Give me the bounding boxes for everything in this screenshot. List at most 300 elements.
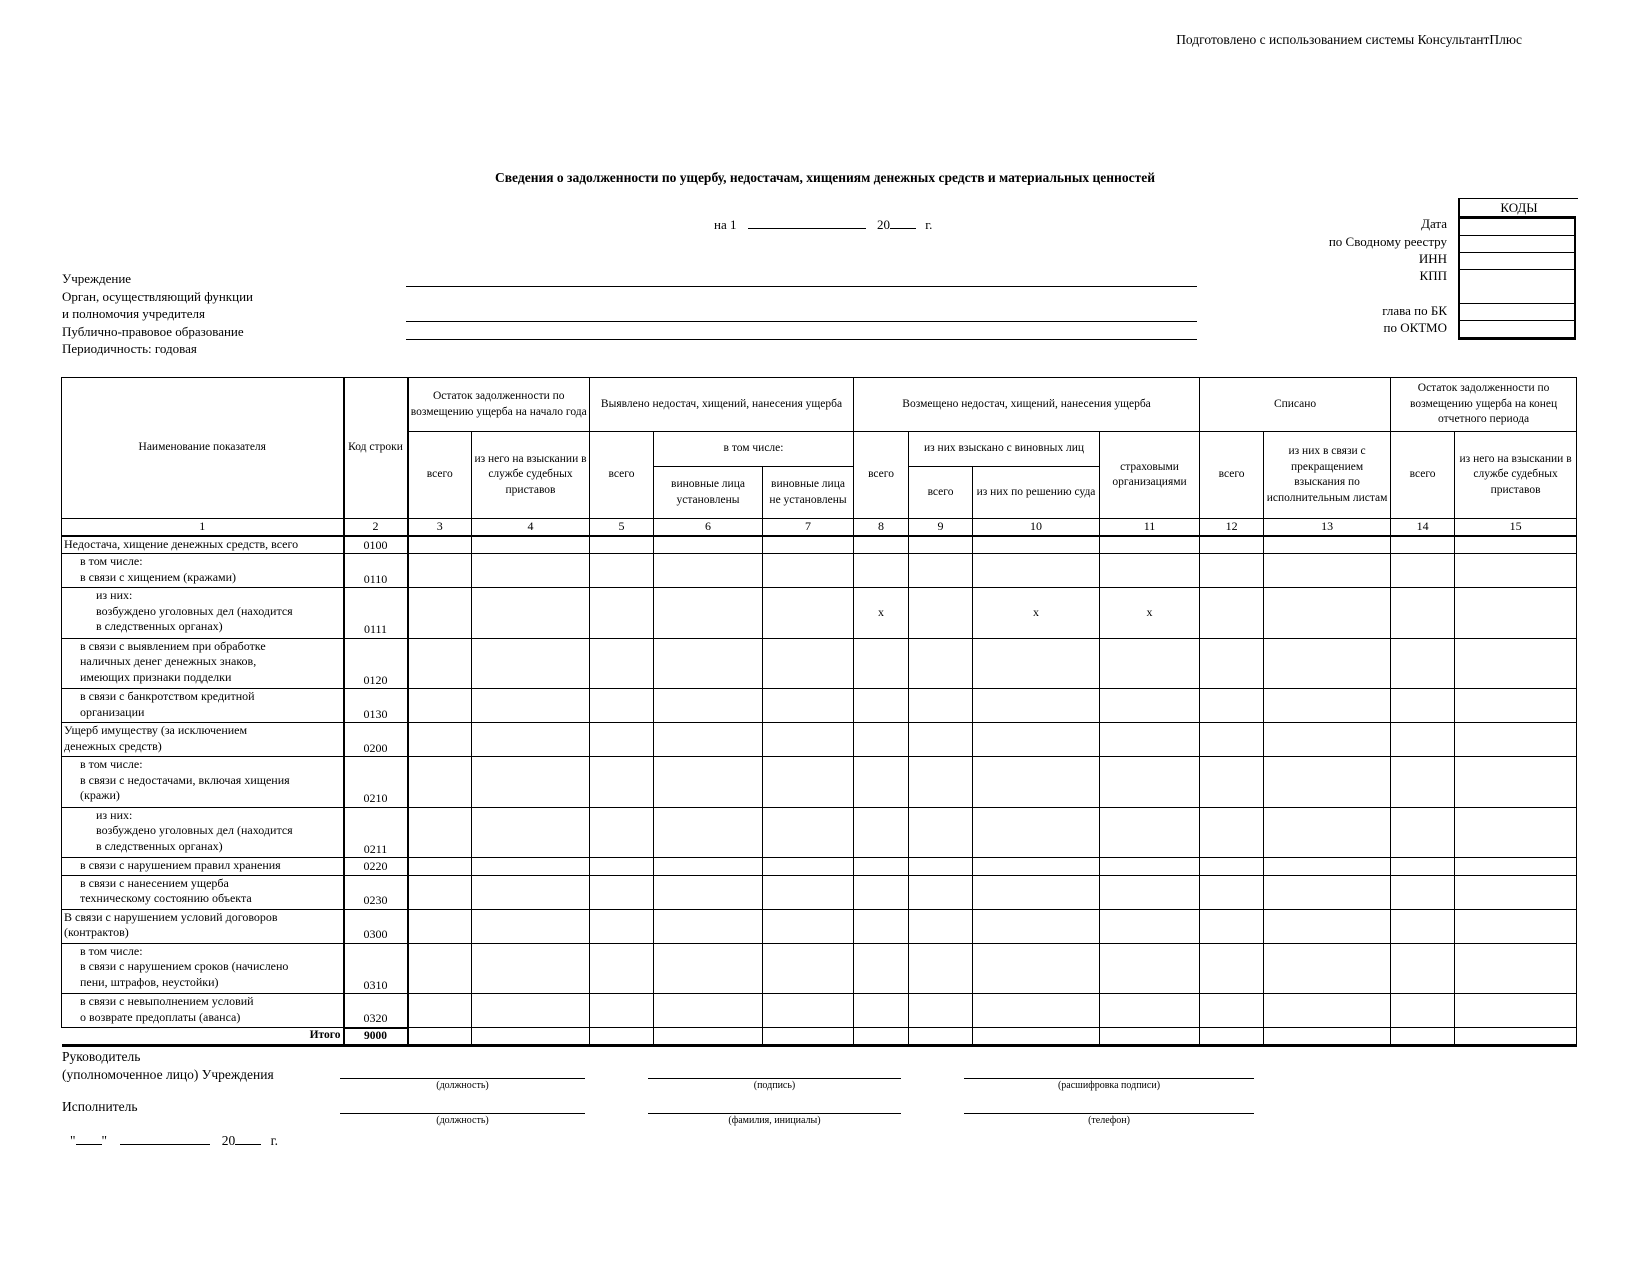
cell-col-10[interactable]: [973, 875, 1100, 909]
table-row: [62, 858, 1577, 876]
code-bk-label: глава по БК: [1382, 303, 1447, 318]
column-number-11: 11: [1100, 519, 1200, 537]
cell-col-12[interactable]: [1200, 994, 1264, 1028]
row-code: 0100: [344, 536, 408, 554]
table-row: [62, 875, 1577, 909]
row-name-line: денежных средств): [64, 738, 162, 753]
total-cell-col-4[interactable]: [472, 1028, 590, 1046]
row-code: 0320: [344, 994, 408, 1028]
column-number-12: 12: [1200, 519, 1264, 537]
head-label-1: Руководитель: [62, 1049, 141, 1064]
row-name-line: в связи с нанесением ущерба: [80, 875, 229, 890]
cell-col-11[interactable]: [1100, 807, 1200, 858]
total-cell-col-3[interactable]: [408, 1028, 472, 1046]
col14-header: всего: [1391, 432, 1455, 519]
cell-col-11[interactable]: x: [1100, 588, 1200, 639]
cell-col-11[interactable]: [1100, 943, 1200, 994]
code-bk-cell[interactable]: [1459, 304, 1575, 321]
row-name: [62, 723, 344, 757]
cell-col-3[interactable]: [408, 536, 472, 554]
total-cell-col-10[interactable]: [973, 1028, 1100, 1046]
row-name-line: в связи с банкротством кредитной: [80, 689, 255, 703]
cell-col-4[interactable]: [472, 875, 590, 909]
cell-col-5[interactable]: [590, 723, 654, 757]
cell-col-15[interactable]: [1455, 536, 1577, 554]
cell-col-8[interactable]: [854, 723, 909, 757]
row-name: [62, 858, 344, 876]
cell-col-15[interactable]: [1455, 757, 1577, 808]
codes-table: [1458, 216, 1576, 340]
cell-col-3[interactable]: [408, 638, 472, 689]
cell-col-12[interactable]: [1200, 554, 1264, 588]
col7-header: виновные лица не установлены: [763, 467, 854, 519]
table-row: [62, 536, 1577, 554]
cell-col-4[interactable]: [472, 536, 590, 554]
cell-col-9[interactable]: [909, 588, 973, 639]
cell-col-8[interactable]: [854, 858, 909, 876]
cell-col-13[interactable]: [1264, 638, 1391, 689]
cell-col-6[interactable]: [654, 909, 763, 943]
cell-col-8[interactable]: [854, 554, 909, 588]
code-inn-label: ИНН: [1418, 251, 1447, 266]
cell-col-5[interactable]: [590, 807, 654, 858]
cell-col-13[interactable]: [1264, 757, 1391, 808]
cell-col-8[interactable]: [854, 536, 909, 554]
total-cell-col-14[interactable]: [1391, 1028, 1455, 1046]
total-cell-col-9[interactable]: [909, 1028, 973, 1046]
col10-header: из них по решению суда: [973, 467, 1100, 519]
cell-col-4[interactable]: [472, 757, 590, 808]
cell-col-12[interactable]: [1200, 638, 1264, 689]
cell-col-13[interactable]: [1264, 554, 1391, 588]
column-number-13: 13: [1264, 519, 1391, 537]
cell-col-11[interactable]: [1100, 858, 1200, 876]
cell-col-15[interactable]: [1455, 807, 1577, 858]
code-registry-cell[interactable]: [1459, 236, 1575, 253]
cell-col-7[interactable]: [763, 757, 854, 808]
cell-col-3[interactable]: [408, 909, 472, 943]
cell-col-3[interactable]: [408, 994, 472, 1028]
including-header: в том числе:: [654, 432, 854, 467]
row-name-line: пени, штрафов, неустойки): [80, 974, 219, 989]
cell-col-14[interactable]: [1391, 689, 1455, 723]
cell-col-8[interactable]: [854, 994, 909, 1028]
code-date-cell[interactable]: [1459, 218, 1575, 236]
cell-col-13[interactable]: [1264, 943, 1391, 994]
cell-col-14[interactable]: [1391, 554, 1455, 588]
cell-col-12[interactable]: [1200, 689, 1264, 723]
code-inn-cell[interactable]: [1459, 253, 1575, 270]
cell-col-5[interactable]: [590, 994, 654, 1028]
row-name: [62, 554, 344, 588]
cell-col-13[interactable]: [1264, 858, 1391, 876]
col3-header: всего: [408, 432, 472, 519]
cell-col-11[interactable]: [1100, 536, 1200, 554]
code-kpp-cell[interactable]: [1459, 270, 1575, 304]
cell-col-8[interactable]: [854, 909, 909, 943]
founder-line[interactable]: [406, 321, 1197, 322]
col8-header: всего: [854, 432, 909, 519]
row-name-line: о возврате предоплаты (аванса): [80, 1009, 241, 1024]
codes-title: КОДЫ: [1458, 198, 1578, 217]
date-year-prefix: 20: [876, 217, 890, 232]
cell-col-15[interactable]: [1455, 858, 1577, 876]
col4-header: из него на взыскании в службе судебных приставов: [472, 432, 590, 519]
cell-col-10[interactable]: x: [973, 588, 1100, 639]
date-prefix: на 1: [714, 217, 737, 232]
cell-col-8[interactable]: [854, 943, 909, 994]
cell-col-10[interactable]: [973, 723, 1100, 757]
header-labels: [62, 270, 253, 358]
year-blank[interactable]: [890, 216, 916, 229]
cell-col-6[interactable]: [654, 689, 763, 723]
cell-col-10[interactable]: [973, 994, 1100, 1028]
cell-col-7[interactable]: [763, 909, 854, 943]
cell-col-14[interactable]: [1391, 943, 1455, 994]
cell-col-5[interactable]: [590, 588, 654, 639]
row-name-line: В связи с нарушением условий договоров: [64, 909, 278, 924]
cell-col-15[interactable]: [1455, 588, 1577, 639]
column-number-3: 3: [408, 519, 472, 537]
cell-col-15[interactable]: [1455, 943, 1577, 994]
cell-col-5[interactable]: [590, 943, 654, 994]
row-name-line: в связи с недостачами, включая хищения: [80, 772, 290, 787]
collected-header: из них взыскано с виновных лиц: [909, 432, 1100, 467]
cell-col-6[interactable]: [654, 757, 763, 808]
cell-col-13[interactable]: [1264, 723, 1391, 757]
cell-col-4[interactable]: [472, 909, 590, 943]
cell-col-7[interactable]: [763, 723, 854, 757]
table-row: [62, 807, 1577, 858]
cell-col-9[interactable]: [909, 909, 973, 943]
cell-col-11[interactable]: [1100, 994, 1200, 1028]
table-row: [62, 994, 1577, 1028]
cell-col-12[interactable]: [1200, 757, 1264, 808]
row-name-line: в следственных органах): [96, 619, 223, 633]
cell-col-5[interactable]: [590, 909, 654, 943]
date-blank[interactable]: [748, 216, 866, 229]
column-numbers-row: [62, 519, 1577, 537]
total-cell-col-7[interactable]: [763, 1028, 854, 1046]
total-cell-col-12[interactable]: [1200, 1028, 1264, 1046]
column-number-2: 2: [344, 519, 408, 537]
cell-col-14[interactable]: [1391, 858, 1455, 876]
cell-col-9[interactable]: [909, 875, 973, 909]
row-name: [62, 807, 344, 858]
cell-col-10[interactable]: [973, 536, 1100, 554]
sign-year-prefix: 20: [221, 1133, 236, 1148]
cell-col-7[interactable]: [763, 588, 854, 639]
total-cell-col-13[interactable]: [1264, 1028, 1391, 1046]
head-decoding-caption: (расшифровка подписи): [1057, 1080, 1161, 1091]
col-start-balance-header: Остаток задолженности по возмещению ущерба на начало года: [408, 378, 590, 432]
cell-col-15[interactable]: [1455, 638, 1577, 689]
cell-col-9[interactable]: [909, 689, 973, 723]
institution-label: Учреждение: [62, 271, 132, 286]
cell-col-11[interactable]: [1100, 875, 1200, 909]
cell-col-5[interactable]: [590, 689, 654, 723]
cell-col-9[interactable]: [909, 807, 973, 858]
cell-col-10[interactable]: [973, 943, 1100, 994]
cell-col-9[interactable]: [909, 638, 973, 689]
date-suffix: г.: [925, 217, 933, 232]
total-row: [62, 1028, 1577, 1046]
total-cell-col-11[interactable]: [1100, 1028, 1200, 1046]
institution-line[interactable]: [406, 286, 1197, 287]
row-code: 0230: [344, 875, 408, 909]
exec-position-caption: (должность): [436, 1115, 489, 1126]
cell-col-11[interactable]: [1100, 909, 1200, 943]
cell-col-15[interactable]: [1455, 689, 1577, 723]
page-title: Сведения о задолженности по ущербу, недостачам, хищениям денежных средств и материальных ценностей: [495, 170, 1155, 185]
cell-col-3[interactable]: [408, 875, 472, 909]
cell-col-14[interactable]: [1391, 757, 1455, 808]
table-row: [62, 757, 1577, 808]
code-kpp-label: КПП: [1419, 268, 1447, 283]
sign-month-blank[interactable]: [120, 1132, 210, 1145]
table-row: [62, 909, 1577, 943]
table-row: [62, 943, 1577, 994]
cell-col-7[interactable]: [763, 858, 854, 876]
code-registry-label: по Сводному реестру: [1328, 234, 1447, 249]
cell-col-6[interactable]: [654, 994, 763, 1028]
cell-col-7[interactable]: [763, 943, 854, 994]
cell-col-6[interactable]: [654, 536, 763, 554]
cell-col-8[interactable]: [854, 807, 909, 858]
cell-col-9[interactable]: [909, 943, 973, 994]
date-line: [714, 216, 932, 233]
exec-position-line[interactable]: [340, 1113, 585, 1114]
row-name-line: в том числе:: [80, 554, 143, 568]
cell-col-5[interactable]: [590, 757, 654, 808]
row-code: 0211: [344, 807, 408, 858]
row-name-line: имеющих признаки подделки: [80, 669, 232, 684]
cell-col-3[interactable]: [408, 554, 472, 588]
cell-col-4[interactable]: [472, 554, 590, 588]
row-code: 0310: [344, 943, 408, 994]
cell-col-15[interactable]: [1455, 554, 1577, 588]
sign-year-blank[interactable]: [235, 1132, 261, 1145]
cell-col-15[interactable]: [1455, 909, 1577, 943]
cell-col-7[interactable]: [763, 638, 854, 689]
cell-col-14[interactable]: [1391, 723, 1455, 757]
cell-col-11[interactable]: [1100, 757, 1200, 808]
cell-col-14[interactable]: [1391, 588, 1455, 639]
cell-col-9[interactable]: [909, 994, 973, 1028]
row-name-line: из них:: [96, 807, 133, 822]
cell-col-4[interactable]: [472, 994, 590, 1028]
cell-col-3[interactable]: [408, 757, 472, 808]
total-cell-col-8[interactable]: [854, 1028, 909, 1046]
column-number-6: 6: [654, 519, 763, 537]
row-name-line: (контрактов): [64, 925, 129, 939]
cell-col-10[interactable]: [973, 807, 1100, 858]
cell-col-9[interactable]: [909, 723, 973, 757]
cell-col-10[interactable]: [973, 858, 1100, 876]
col-code-header: Код строки: [344, 378, 408, 519]
row-name-line: в связи с невыполнением условий: [80, 994, 254, 1008]
cell-col-5[interactable]: [590, 554, 654, 588]
cell-col-8[interactable]: x: [854, 588, 909, 639]
exec-phone-caption: (телефон): [1088, 1115, 1130, 1126]
row-name-line: в связи с нарушением правил хранения: [80, 858, 281, 872]
cell-col-14[interactable]: [1391, 536, 1455, 554]
row-name: [62, 943, 344, 994]
cell-col-5[interactable]: [590, 875, 654, 909]
cell-col-4[interactable]: [472, 638, 590, 689]
total-cell-col-15[interactable]: [1455, 1028, 1577, 1046]
row-name-line: наличных денег денежных знаков,: [80, 654, 257, 668]
cell-col-6[interactable]: [654, 943, 763, 994]
cell-col-14[interactable]: [1391, 638, 1455, 689]
table-row: [62, 588, 1577, 639]
cell-col-5[interactable]: [590, 536, 654, 554]
cell-col-4[interactable]: [472, 943, 590, 994]
cell-col-11[interactable]: [1100, 554, 1200, 588]
cell-col-7[interactable]: [763, 554, 854, 588]
cell-col-9[interactable]: [909, 757, 973, 808]
exec-name-line[interactable]: [648, 1113, 901, 1114]
head-signature-line[interactable]: [648, 1078, 901, 1079]
cell-col-4[interactable]: [472, 588, 590, 639]
cell-col-14[interactable]: [1391, 909, 1455, 943]
cell-col-7[interactable]: [763, 875, 854, 909]
cell-col-13[interactable]: [1264, 909, 1391, 943]
cell-col-11[interactable]: [1100, 638, 1200, 689]
sign-day-blank[interactable]: [76, 1132, 102, 1145]
cell-col-13[interactable]: [1264, 994, 1391, 1028]
col11-header: страховыми организациями: [1100, 432, 1200, 519]
table-row: [62, 689, 1577, 723]
row-name-line: в связи с выявлением при обработке: [80, 638, 266, 653]
cell-col-12[interactable]: [1200, 807, 1264, 858]
total-cell-col-5[interactable]: [590, 1028, 654, 1046]
cell-col-15[interactable]: [1455, 875, 1577, 909]
head-position-line[interactable]: [340, 1078, 585, 1079]
cell-col-5[interactable]: [590, 858, 654, 876]
cell-col-3[interactable]: [408, 588, 472, 639]
cell-col-6[interactable]: [654, 858, 763, 876]
cell-col-6[interactable]: [654, 638, 763, 689]
sign-date-suffix: г.: [270, 1133, 279, 1148]
code-oktmo-label: по ОКТМО: [1383, 320, 1447, 335]
cell-col-8[interactable]: [854, 689, 909, 723]
cell-col-7[interactable]: [763, 536, 854, 554]
cell-col-7[interactable]: [763, 994, 854, 1028]
col-reimbursed-header: Возмещено недостач, хищений, нанесения ущерба: [854, 378, 1200, 432]
cell-col-9[interactable]: [909, 536, 973, 554]
cell-col-10[interactable]: [973, 757, 1100, 808]
public-entity-line[interactable]: [406, 339, 1197, 340]
cell-col-13[interactable]: [1264, 536, 1391, 554]
row-name-line: (кражи): [80, 788, 120, 802]
cell-col-3[interactable]: [408, 807, 472, 858]
cell-col-10[interactable]: [973, 554, 1100, 588]
cell-col-8[interactable]: [854, 875, 909, 909]
code-date-label: Дата: [1421, 216, 1447, 231]
cell-col-14[interactable]: [1391, 994, 1455, 1028]
cell-col-6[interactable]: [654, 554, 763, 588]
row-name-line: организации: [80, 704, 145, 719]
cell-col-3[interactable]: [408, 723, 472, 757]
col-written-off-header: Списано: [1200, 378, 1391, 432]
cell-col-11[interactable]: [1100, 689, 1200, 723]
cell-col-8[interactable]: [854, 757, 909, 808]
col-name-header: Наименование показателя: [62, 378, 344, 519]
code-oktmo-cell[interactable]: [1459, 321, 1575, 339]
debt-table: [61, 377, 1577, 1047]
cell-col-12[interactable]: [1200, 858, 1264, 876]
cell-col-15[interactable]: [1455, 723, 1577, 757]
row-name-line: Недостача, хищение денежных средств, всего: [64, 537, 299, 551]
sign-date-quote-open: ": [70, 1133, 76, 1148]
exec-phone-line[interactable]: [964, 1113, 1254, 1114]
row-name-line: из них:: [96, 588, 133, 602]
row-code: 0110: [344, 554, 408, 588]
cell-col-12[interactable]: [1200, 909, 1264, 943]
table-row: [62, 638, 1577, 689]
head-position-caption: (должность): [436, 1080, 489, 1091]
cell-col-3[interactable]: [408, 858, 472, 876]
head-decoding-line[interactable]: [964, 1078, 1254, 1079]
cell-col-6[interactable]: [654, 807, 763, 858]
cell-col-12[interactable]: [1200, 723, 1264, 757]
cell-col-12[interactable]: [1200, 588, 1264, 639]
cell-col-12[interactable]: [1200, 536, 1264, 554]
row-name: [62, 689, 344, 723]
cell-col-6[interactable]: [654, 875, 763, 909]
cell-col-12[interactable]: [1200, 875, 1264, 909]
column-number-10: 10: [973, 519, 1100, 537]
cell-col-9[interactable]: [909, 858, 973, 876]
cell-col-13[interactable]: [1264, 588, 1391, 639]
row-name: [62, 909, 344, 943]
cell-col-14[interactable]: [1391, 875, 1455, 909]
cell-col-14[interactable]: [1391, 807, 1455, 858]
cell-col-9[interactable]: [909, 554, 973, 588]
cell-col-12[interactable]: [1200, 943, 1264, 994]
cell-col-13[interactable]: [1264, 875, 1391, 909]
cell-col-10[interactable]: [973, 638, 1100, 689]
cell-col-13[interactable]: [1264, 807, 1391, 858]
row-name: [62, 757, 344, 808]
cell-col-3[interactable]: [408, 689, 472, 723]
cell-col-11[interactable]: [1100, 723, 1200, 757]
cell-col-3[interactable]: [408, 943, 472, 994]
cell-col-15[interactable]: [1455, 994, 1577, 1028]
cell-col-10[interactable]: [973, 689, 1100, 723]
cell-col-6[interactable]: [654, 723, 763, 757]
head-signature-caption: (подпись): [753, 1080, 796, 1091]
row-name: [62, 638, 344, 689]
cell-col-6[interactable]: [654, 588, 763, 639]
table-body: [62, 536, 1577, 1046]
cell-col-8[interactable]: [854, 638, 909, 689]
cell-col-7[interactable]: [763, 807, 854, 858]
cell-col-4[interactable]: [472, 807, 590, 858]
public-entity-label: Публично-правовое образование: [62, 323, 244, 339]
cell-col-4[interactable]: [472, 858, 590, 876]
cell-col-4[interactable]: [472, 723, 590, 757]
total-cell-col-6[interactable]: [654, 1028, 763, 1046]
column-number-9: 9: [909, 519, 973, 537]
row-name-line: в следственных органах): [96, 838, 223, 853]
cell-col-5[interactable]: [590, 638, 654, 689]
cell-col-10[interactable]: [973, 909, 1100, 943]
cell-col-7[interactable]: [763, 689, 854, 723]
cell-col-13[interactable]: [1264, 689, 1391, 723]
cell-col-4[interactable]: [472, 689, 590, 723]
